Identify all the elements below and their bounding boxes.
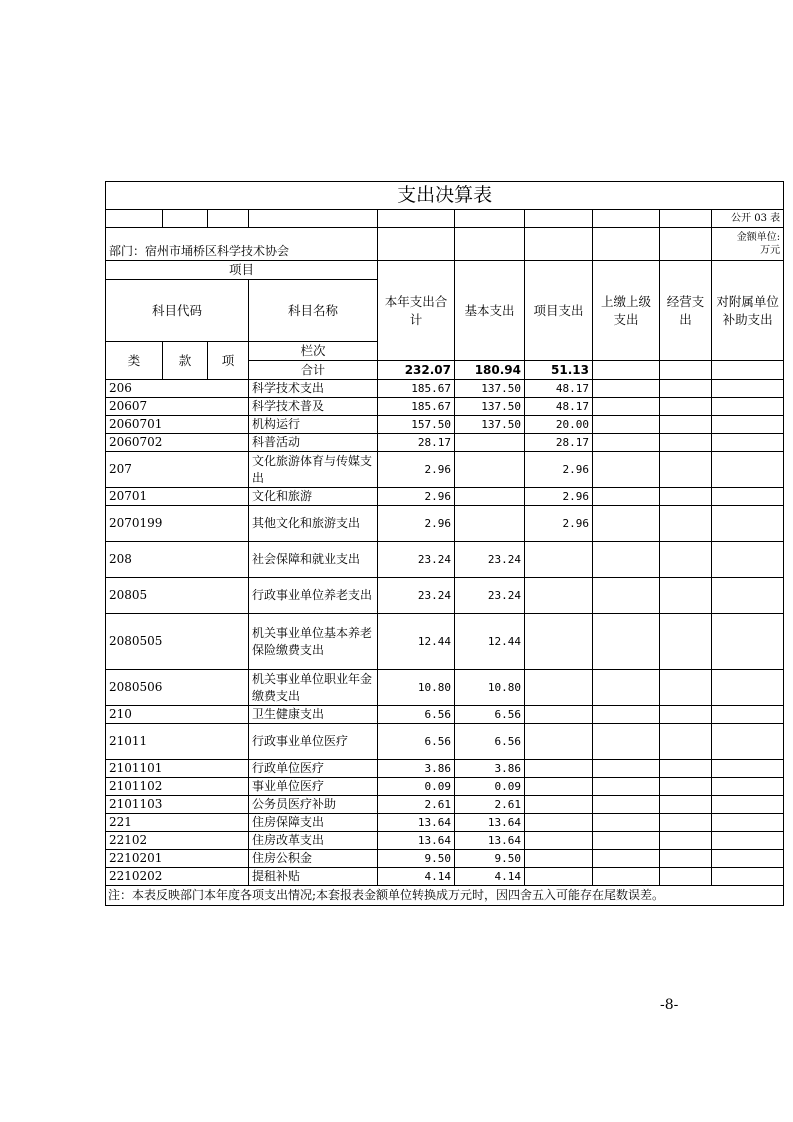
remit-expenditure-cell [593,380,660,398]
operating-expenditure-cell [660,542,712,578]
operating-expenditure-cell [660,380,712,398]
operating-expenditure-cell [660,814,712,832]
subject-code-cell: 2060701 [106,416,249,434]
subsidiary-expenditure-cell [712,434,784,452]
table-row [106,398,784,416]
total-expenditure-cell: 2.96 [378,488,455,506]
basic-expenditure-cell: 137.50 [455,380,525,398]
table-row [106,416,784,434]
subject-code-cell: 20607 [106,398,249,416]
operating-expenditure-cell [660,578,712,614]
project-expenditure-cell: 2.96 [525,506,593,542]
table-row [106,814,784,832]
project-expenditure-cell [525,814,593,832]
subject-name-cell: 行政事业单位医疗 [249,724,378,760]
total-expenditure-cell: 9.50 [378,850,455,868]
basic-expenditure-cell: 23.24 [455,542,525,578]
total-expenditure-cell: 3.86 [378,760,455,778]
table-row [106,706,784,724]
subject-name-cell: 科学技术支出 [249,380,378,398]
remit-expenditure-cell [593,614,660,670]
subject-name-cell: 文化旅游体育与传媒支出 [249,452,378,488]
project-expenditure-cell: 48.17 [525,398,593,416]
subsidiary-expenditure-cell [712,670,784,706]
remit-expenditure-cell [593,760,660,778]
subject-code-cell: 2210201 [106,850,249,868]
subsidiary-expenditure-cell [712,380,784,398]
subject-name-cell: 机构运行 [249,416,378,434]
project-expenditure-cell [525,760,593,778]
subject-code-cell: 208 [106,542,249,578]
basic-expenditure-cell: 0.09 [455,778,525,796]
header-col5: 经营支出 [660,261,712,361]
basic-expenditure-cell [455,506,525,542]
basic-expenditure-cell: 12.44 [455,614,525,670]
operating-expenditure-cell [660,778,712,796]
subsidiary-expenditure-cell [712,832,784,850]
remit-expenditure-cell [593,814,660,832]
subject-name-cell: 住房改革支出 [249,832,378,850]
subject-name-cell: 卫生健康支出 [249,706,378,724]
remit-expenditure-cell [593,488,660,506]
basic-expenditure-cell: 13.64 [455,832,525,850]
total-expenditure-cell: 4.14 [378,868,455,886]
subject-code-cell: 206 [106,380,249,398]
remit-expenditure-cell [593,832,660,850]
subject-code-cell: 210 [106,706,249,724]
basic-expenditure-cell: 6.56 [455,724,525,760]
subject-code-cell: 2070199 [106,506,249,542]
remit-expenditure-cell [593,868,660,886]
basic-expenditure-cell: 13.64 [455,814,525,832]
subsidiary-expenditure-cell [712,614,784,670]
remit-expenditure-cell [593,670,660,706]
project-expenditure-cell: 20.00 [525,416,593,434]
total-expenditure-cell: 6.56 [378,724,455,760]
remit-expenditure-cell [593,778,660,796]
remit-expenditure-cell [593,416,660,434]
subject-code-cell: 221 [106,814,249,832]
project-expenditure-cell [525,778,593,796]
project-expenditure-cell [525,670,593,706]
project-expenditure-cell [525,614,593,670]
operating-expenditure-cell [660,796,712,814]
total-col2: 180.94 [455,361,525,380]
subsidiary-expenditure-cell [712,542,784,578]
table-row [106,614,784,670]
basic-expenditure-cell [455,434,525,452]
header-xiang: 项 [208,342,249,380]
total-expenditure-cell: 0.09 [378,778,455,796]
subsidiary-expenditure-cell [712,578,784,614]
subject-name-cell: 机关事业单位基本养老保险缴费支出 [249,614,378,670]
table-row [106,868,784,886]
subsidiary-expenditure-cell [712,814,784,832]
basic-expenditure-cell [455,452,525,488]
project-expenditure-cell: 48.17 [525,380,593,398]
subsidiary-expenditure-cell [712,452,784,488]
table-title: 支出决算表 [106,182,784,210]
operating-expenditure-cell [660,398,712,416]
total-expenditure-cell: 2.96 [378,452,455,488]
operating-expenditure-cell [660,724,712,760]
project-expenditure-cell: 2.96 [525,488,593,506]
remit-expenditure-cell [593,452,660,488]
total-expenditure-cell: 2.96 [378,506,455,542]
basic-expenditure-cell: 23.24 [455,578,525,614]
unit-value: 万元 [760,245,781,256]
table-row [106,850,784,868]
total-expenditure-cell: 185.67 [378,398,455,416]
header-subject-code: 科目代码 [106,280,249,342]
table-row [106,760,784,778]
subsidiary-expenditure-cell [712,398,784,416]
operating-expenditure-cell [660,832,712,850]
total-expenditure-cell: 6.56 [378,706,455,724]
subject-name-cell: 事业单位医疗 [249,778,378,796]
basic-expenditure-cell: 3.86 [455,760,525,778]
basic-expenditure-cell: 6.56 [455,706,525,724]
total-expenditure-cell: 157.50 [378,416,455,434]
expenditure-table [105,181,784,906]
expenditure-table-sheet [105,181,783,906]
table-row [106,832,784,850]
subsidiary-expenditure-cell [712,724,784,760]
subject-code-cell: 22102 [106,832,249,850]
subject-name-cell: 文化和旅游 [249,488,378,506]
project-expenditure-cell: 2.96 [525,452,593,488]
operating-expenditure-cell [660,488,712,506]
remit-expenditure-cell [593,796,660,814]
table-row [106,796,784,814]
project-expenditure-cell [525,706,593,724]
subject-code-cell: 2080505 [106,614,249,670]
operating-expenditure-cell [660,760,712,778]
basic-expenditure-cell: 9.50 [455,850,525,868]
project-expenditure-cell [525,542,593,578]
remit-expenditure-cell [593,850,660,868]
subject-code-cell: 2080506 [106,670,249,706]
subsidiary-expenditure-cell [712,506,784,542]
subject-name-cell: 行政单位医疗 [249,760,378,778]
project-expenditure-cell [525,724,593,760]
subject-code-cell: 2060702 [106,434,249,452]
basic-expenditure-cell: 2.61 [455,796,525,814]
subject-name-cell: 公务员医疗补助 [249,796,378,814]
operating-expenditure-cell [660,868,712,886]
subject-name-cell: 行政事业单位养老支出 [249,578,378,614]
header-col4: 上缴上级支出 [593,261,660,361]
table-row [106,724,784,760]
remit-expenditure-cell [593,578,660,614]
header-col6: 对附属单位补助支出 [712,261,784,361]
subsidiary-expenditure-cell [712,760,784,778]
table-note: 注：本表反映部门本年度各项支出情况;本套报表金额单位转换成万元时，因四舍五入可能存在尾数误差。 [106,886,784,906]
operating-expenditure-cell [660,434,712,452]
table-row [106,380,784,398]
subject-name-cell: 提租补贴 [249,868,378,886]
subject-code-cell: 20805 [106,578,249,614]
header-lei: 类 [106,342,163,380]
basic-expenditure-cell: 137.50 [455,416,525,434]
total-expenditure-cell: 12.44 [378,614,455,670]
header-col1: 本年支出合计 [378,261,455,361]
form-number: 公开 03 表 [712,210,784,228]
subject-code-cell: 2101101 [106,760,249,778]
project-expenditure-cell [525,796,593,814]
table-row [106,578,784,614]
subject-name-cell: 住房公积金 [249,850,378,868]
operating-expenditure-cell [660,416,712,434]
project-expenditure-cell [525,832,593,850]
subsidiary-expenditure-cell [712,416,784,434]
subject-code-cell: 20701 [106,488,249,506]
project-expenditure-cell [525,578,593,614]
total-expenditure-cell: 13.64 [378,832,455,850]
remit-expenditure-cell [593,506,660,542]
operating-expenditure-cell [660,850,712,868]
header-col2: 基本支出 [455,261,525,361]
header-lanci: 栏次 [249,342,378,361]
table-row [106,506,784,542]
header-project: 项目 [106,261,378,280]
page-number: -8- [660,997,679,1013]
subsidiary-expenditure-cell [712,868,784,886]
operating-expenditure-cell [660,614,712,670]
subject-code-cell: 21011 [106,724,249,760]
table-row [106,434,784,452]
remit-expenditure-cell [593,724,660,760]
subsidiary-expenditure-cell [712,796,784,814]
table-row [106,542,784,578]
remit-expenditure-cell [593,542,660,578]
project-expenditure-cell: 28.17 [525,434,593,452]
basic-expenditure-cell [455,488,525,506]
operating-expenditure-cell [660,506,712,542]
table-row [106,452,784,488]
table-row [106,670,784,706]
remit-expenditure-cell [593,434,660,452]
unit-label: 金额单位: [736,232,781,243]
subject-code-cell: 2210202 [106,868,249,886]
subject-name-cell: 住房保障支出 [249,814,378,832]
basic-expenditure-cell: 10.80 [455,670,525,706]
total-col3: 51.13 [525,361,593,380]
operating-expenditure-cell [660,706,712,724]
department-label: 部门：宿州市埇桥区科学技术协会 [106,228,378,261]
unit-cell [712,228,784,261]
basic-expenditure-cell: 137.50 [455,398,525,416]
subsidiary-expenditure-cell [712,706,784,724]
total-expenditure-cell: 23.24 [378,542,455,578]
subject-name-cell: 科学技术普及 [249,398,378,416]
subsidiary-expenditure-cell [712,488,784,506]
subject-code-cell: 2101102 [106,778,249,796]
operating-expenditure-cell [660,452,712,488]
header-col3: 项目支出 [525,261,593,361]
total-expenditure-cell: 13.64 [378,814,455,832]
basic-expenditure-cell: 4.14 [455,868,525,886]
subsidiary-expenditure-cell [712,850,784,868]
total-expenditure-cell: 10.80 [378,670,455,706]
subject-name-cell: 其他文化和旅游支出 [249,506,378,542]
subject-name-cell: 社会保障和就业支出 [249,542,378,578]
remit-expenditure-cell [593,398,660,416]
remit-expenditure-cell [593,706,660,724]
table-row [106,488,784,506]
subject-code-cell: 2101103 [106,796,249,814]
subsidiary-expenditure-cell [712,778,784,796]
total-expenditure-cell: 185.67 [378,380,455,398]
subject-name-cell: 机关事业单位职业年金缴费支出 [249,670,378,706]
operating-expenditure-cell [660,670,712,706]
subject-name-cell: 科普活动 [249,434,378,452]
header-subject-name: 科目名称 [249,280,378,342]
project-expenditure-cell [525,868,593,886]
header-kuan: 款 [163,342,208,380]
project-expenditure-cell [525,850,593,868]
table-row [106,778,784,796]
subject-code-cell: 207 [106,452,249,488]
total-col1: 232.07 [378,361,455,380]
total-expenditure-cell: 2.61 [378,796,455,814]
total-expenditure-cell: 28.17 [378,434,455,452]
total-label: 合计 [249,361,378,380]
total-expenditure-cell: 23.24 [378,578,455,614]
